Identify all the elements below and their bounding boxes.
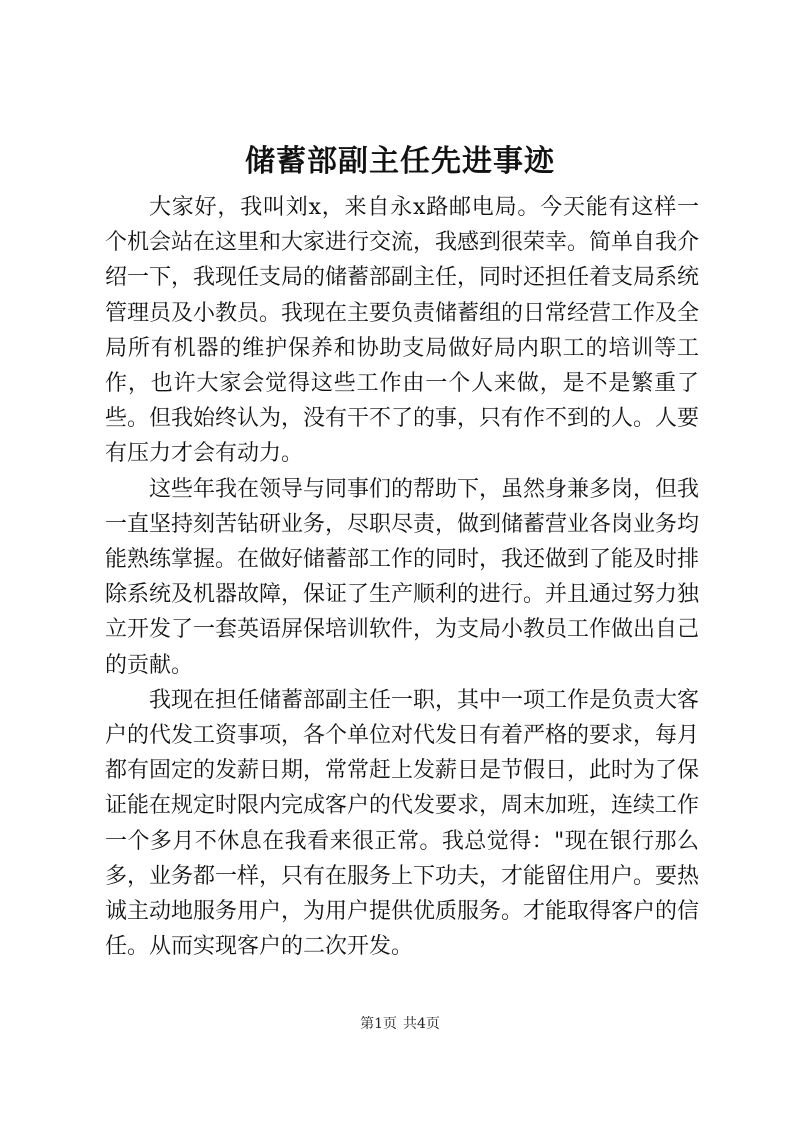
page-number: 第1页	[360, 1016, 397, 1032]
document-body	[105, 190, 699, 964]
paragraph-2: 这些年我在领导与同事们的帮助下，虽然身兼多岗，但我一直坚持刻苦钻研业务，尽职尽责，做到储蓄营业各岗业务均能熟练掌握。在做好储蓄部工作的同时，我还做到了能及时排除系统及机器故障，保证了生产顺利的进行。并且通过努力独立开发了一套英语屏保培训软件，为支局小教员工作做出自己的贡献。	[105, 476, 700, 678]
page-title: 储蓄部副主任先进事迹	[245, 144, 555, 179]
paragraph-3: 我现在担任储蓄部副主任一职，其中一项工作是负责大客户的代发工资事项，各个单位对代发日有着严格的要求，每月都有固定的发薪日期，常常赶上发薪日是节假日，此时为了保证能在规定时限内完成客户的代发要求，周末加班，连续工作一个多月不休息在我看来很正常。我总觉得："现在银行那么多，业务都一样，只有在服务上下功夫，才能留住用户。要热诚主动地服务用户，为用户提供优质服务。才能取得客户的信任。从而实现客户的二次开发。	[105, 687, 700, 960]
page-footer	[0, 1014, 800, 1034]
page-total: 共4页	[403, 1016, 440, 1032]
paragraph-1: 大家好，我叫刘x，来自永x路邮电局。今天能有这样一个机会站在这里和大家进行交流，我感到很荣幸。简单自我介绍一下，我现任支局的储蓄部副主任，同时还担任着支局系统管理员及小教员。我现在主要负责储蓄组的日常经营工作及全局所有机器的维护保养和协助支局做好局内职工的培训等工作，也许大家会觉得这些工作由一个人来做，是不是繁重了些。但我始终认为，没有干不了的事，只有作不到的人。人要有压力才会有动力。	[105, 195, 700, 467]
